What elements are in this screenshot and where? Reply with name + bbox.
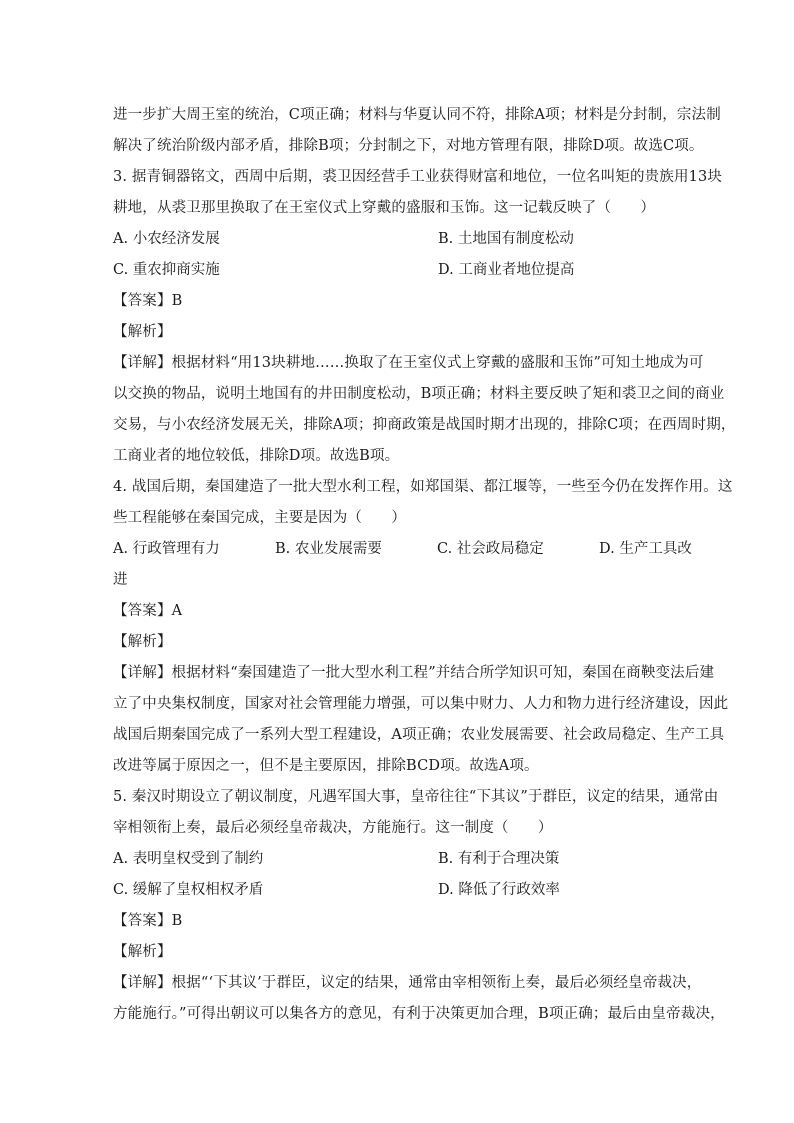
q4-option-a: A. 行政管理有力 (113, 541, 220, 557)
q3-option-a: A. 小农经济发展 (113, 231, 220, 247)
q3-options-row-2 (113, 255, 709, 286)
q4-stem-line-2: 些工程能够在秦国完成，主要是因为（ ） (113, 510, 406, 526)
q5-detail-line-1: 【详解】根据“‘下其议’于群臣，议定的结果，通常由宰相领衔上奏，最后必须经皇帝裁决， (113, 975, 702, 991)
q5-options-row-1 (113, 844, 709, 875)
q4-analysis-label: 【解析】 (113, 634, 172, 650)
q2-analysis-line-2: 解决了统治阶级内部矛盾，排除B项；分封制之下，对地方管理有限，排除D项。故选C项。 (113, 138, 704, 154)
q4-detail-line-4: 改进等属于原因之一，但不是主要原因，排除BCD项。故选A项。 (113, 758, 539, 774)
q3-stem-line-1: 3. 据青铜器铭文，西周中后期，裘卫因经营手工业获得财富和地位，一位名叫矩的贵族用13块 (113, 169, 722, 185)
q3-detail-line-3: 交易，与小农经济发展无关，排除A项；抑商政策是战国时期才出现的，排除C项；在西周时期， (113, 417, 736, 433)
q5-options-row-2 (113, 875, 709, 906)
q4-options-row (113, 534, 709, 565)
q3-answer: 【答案】B (113, 293, 183, 309)
q3-stem-line-2: 耕地，从裘卫那里换取了在王室仪式上穿戴的盛服和玉饰。这一记载反映了（ ） (113, 200, 656, 216)
q2-analysis-line-1: 进一步扩大周王室的统治，C项正确；材料与华夏认同不符，排除A项；材料是分封制，宗法制 (113, 107, 721, 123)
q4-option-wrap: 进 (113, 572, 128, 588)
document-page (113, 100, 736, 1030)
q3-option-d: D. 工商业者地位提高 (438, 262, 575, 278)
q3-detail-line-4: 工商业者的地位较低，排除D项。故选B项。 (113, 448, 400, 464)
q4-detail-line-3: 战国后期秦国完成了一系列大型工程建设，A项正确；农业发展需要、社会政局稳定、生产工具 (113, 727, 725, 743)
q4-option-c: C. 社会政局稳定 (437, 541, 544, 557)
q4-stem-line-1: 4. 战国后期，秦国建造了一批大型水利工程，如郑国渠、都江堰等，一些至今仍在发挥作用。这 (113, 479, 733, 495)
q3-detail-line-2: 以交换的物品，说明土地国有的井田制度松动，B项正确；材料主要反映了矩和裘卫之间的商业 (113, 386, 725, 402)
q3-detail-line-1: 【详解】根据材料“用13块耕地……换取了在王室仪式上穿戴的盛服和玉饰”可知土地成为可 (113, 355, 704, 371)
q4-option-b: B. 农业发展需要 (275, 541, 382, 557)
q3-options-row-1 (113, 224, 709, 255)
q5-option-b: B. 有利于合理决策 (438, 851, 560, 867)
q5-stem-line-2: 宰相领衔上奏，最后必须经皇帝裁决，方能施行。这一制度（ ） (113, 820, 553, 836)
q3-option-c: C. 重农抑商实施 (113, 262, 220, 278)
q3-option-b: B. 土地国有制度松动 (438, 231, 574, 247)
q5-analysis-label: 【解析】 (113, 944, 172, 960)
q4-detail-line-1: 【详解】根据材料“秦国建造了一批大型水利工程”并结合所学知识可知，秦国在商鞅变法后建 (113, 665, 715, 681)
q4-detail-line-2: 立了中央集权制度，国家对社会管理能力增强，可以集中财力、人力和物力进行经济建设，因此 (113, 696, 729, 712)
q4-option-d: D. 生产工具改 (599, 541, 692, 557)
q3-analysis-label: 【解析】 (113, 324, 172, 340)
q4-answer: 【答案】A (113, 603, 183, 619)
q5-option-c: C. 缓解了皇权相权矛盾 (113, 882, 264, 898)
q5-option-a: A. 表明皇权受到了制约 (113, 851, 264, 867)
q5-option-d: D. 降低了行政效率 (438, 882, 560, 898)
q5-stem-line-1: 5. 秦汉时期设立了朝议制度，凡遇军国大事，皇帝往往“下其议”于群臣，议定的结果，通常由 (113, 789, 719, 805)
q5-answer: 【答案】B (113, 913, 183, 929)
q5-detail-line-2: 方能施行。”可得出朝议可以集各方的意见，有利于决策更加合理，B项正确；最后由皇帝裁决， (113, 1006, 725, 1022)
